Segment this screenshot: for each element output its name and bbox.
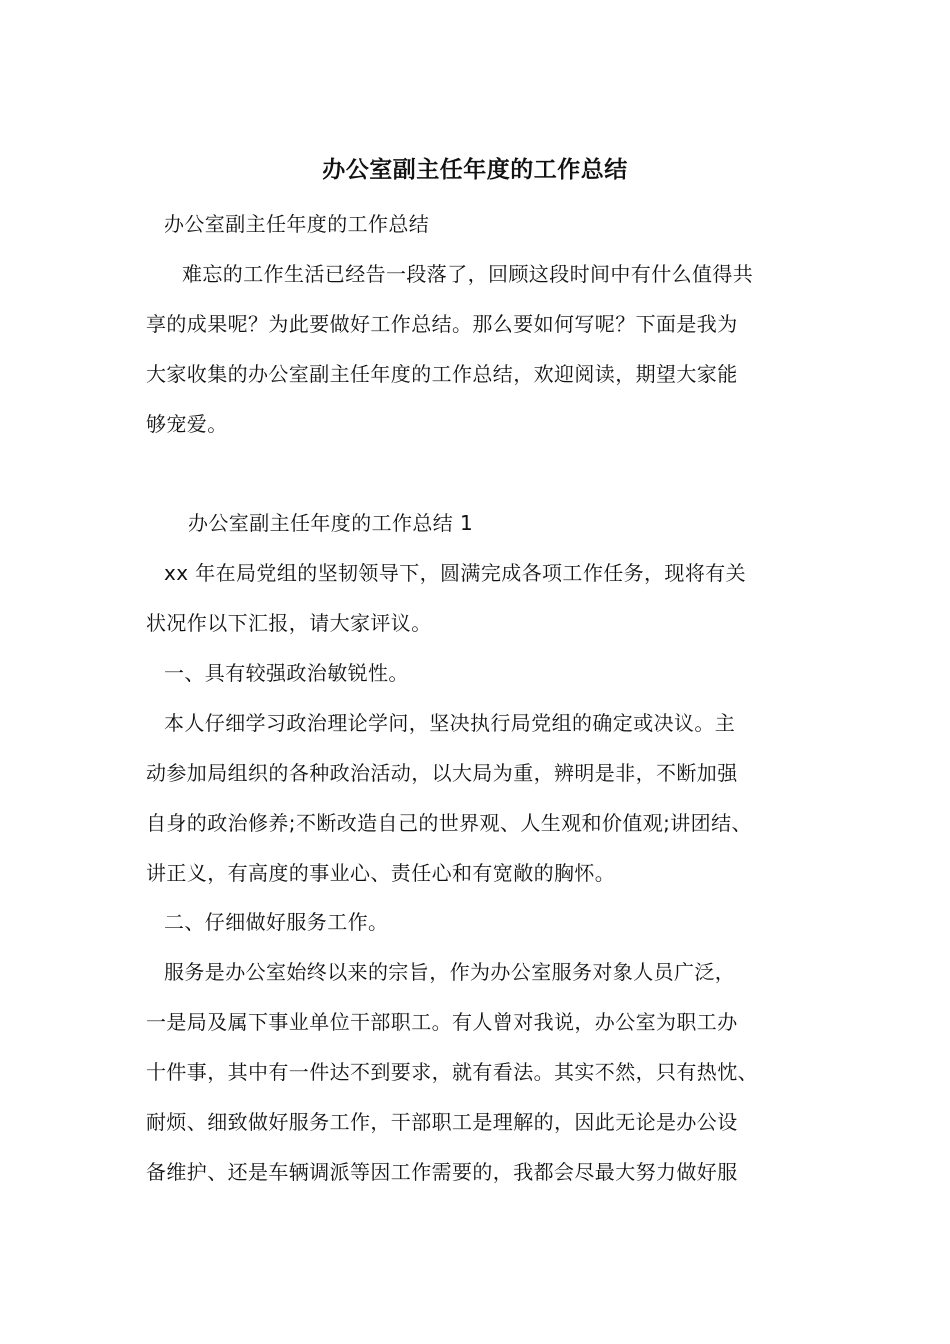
subsection-heading: 一、具有较强政治敏锐性。: [164, 661, 409, 685]
paragraph-line: 服务是办公室始终以来的宗旨，作为办公室服务对象人员广泛，: [164, 960, 736, 984]
paragraph-line: 动参加局组织的各种政治活动，以大局为重，辨明是非，不断加强: [146, 761, 738, 785]
paragraph-line: 享的成果呢？为此要做好工作总结。那么要如何写呢？下面是我为: [146, 312, 738, 336]
paragraph-line: 备维护、还是车辆调派等因工作需要的，我都会尽最大努力做好服: [146, 1160, 738, 1184]
paragraph-line: 本人仔细学习政治理论学问，坚决执行局党组的确定或决议。主: [164, 711, 736, 735]
paragraph-line: xx 年在局党组的坚韧领导下，圆满完成各项工作任务，现将有关: [164, 561, 747, 585]
paragraph-line: 耐烦、细致做好服务工作，干部职工是理解的，因此无论是办公设: [146, 1110, 738, 1134]
paragraph-line: 一是局及属下事业单位干部职工。有人曾对我说，办公室为职工办: [146, 1010, 738, 1034]
paragraph-line: 大家收集的办公室副主任年度的工作总结，欢迎阅读，期望大家能: [146, 362, 738, 386]
subtitle-line: 办公室副主任年度的工作总结: [164, 212, 430, 236]
section-heading: 办公室副主任年度的工作总结 1: [188, 511, 474, 535]
subsection-heading: 二、仔细做好服务工作。: [164, 910, 389, 934]
paragraph-line: 够宠爱。: [146, 412, 228, 436]
paragraph-line: 十件事，其中有一件达不到要求，就有看法。其实不然，只有热忱、: [146, 1060, 758, 1084]
document-title: 办公室副主任年度的工作总结: [322, 156, 628, 183]
paragraph-line: 自身的政治修养;不断改造自己的世界观、人生观和价值观;讲团结、: [146, 811, 752, 835]
paragraph-line: 状况作以下汇报，请大家评议。: [146, 611, 432, 635]
paragraph-line: 讲正义，有高度的事业心、责任心和有宽敞的胸怀。: [146, 861, 616, 885]
paragraph-line: 难忘的工作生活已经告一段落了，回顾这段时间中有什么值得共: [182, 262, 754, 286]
